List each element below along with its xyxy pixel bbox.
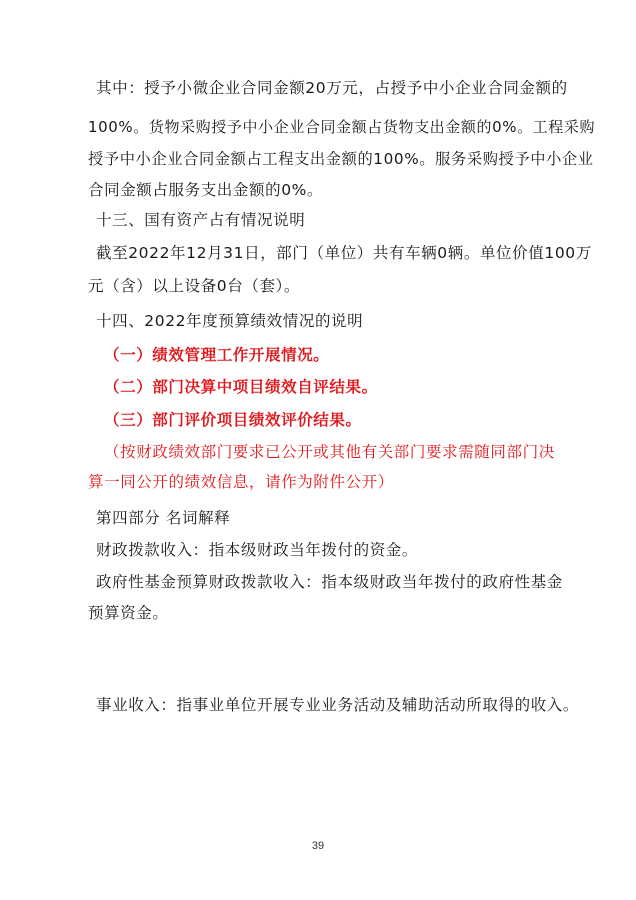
- paragraph-line: 授予中小企业合同金额占工程支出金额的100%。服务采购授予中小企业: [88, 150, 594, 168]
- paragraph-line: 截至2022年12月31日，部门（单位）共有车辆0辆。单位价值100万: [96, 244, 592, 262]
- paragraph-line: 合同金额占服务支出金额的0%。: [88, 181, 324, 199]
- term-definition: 预算资金。: [88, 604, 169, 622]
- term-definition: 事业收入：指事业单位开展专业业务活动及辅助活动所取得的收入。: [96, 696, 580, 714]
- paragraph-line: 100%。货物采购授予中小企业合同金额占货物支出金额的0%。工程采购: [88, 118, 596, 136]
- note-line: 算一同公开的绩效信息，请作为附件公开）: [88, 473, 394, 491]
- section-heading-assets: 十三、国有资产占有情况说明: [96, 211, 306, 229]
- subsection-heading-1: （一）绩效管理工作开展情况。: [104, 346, 330, 364]
- term-definition: 政府性基金预算财政拨款收入：指本级财政当年拨付的政府性基金: [96, 573, 563, 591]
- part-heading-terms: 第四部分 名词解释: [96, 509, 231, 527]
- subsection-heading-2: （二）部门决算中项目绩效自评结果。: [104, 378, 378, 396]
- subsection-heading-3: （三）部门评价项目绩效评价结果。: [104, 411, 362, 429]
- paragraph-line: 其中：授予小微企业合同金额20万元，占授予中小企业合同金额的: [96, 79, 568, 97]
- note-line: （按财政绩效部门要求已公开或其他有关部门要求需随同部门决: [104, 443, 555, 461]
- page-number: 39: [311, 840, 325, 852]
- paragraph-line: 元（含）以上设备0台（套）。: [88, 277, 301, 295]
- term-definition: 财政拨款收入：指本级财政当年拨付的资金。: [96, 541, 419, 559]
- section-heading-performance: 十四、2022年度预算绩效情况的说明: [96, 312, 364, 330]
